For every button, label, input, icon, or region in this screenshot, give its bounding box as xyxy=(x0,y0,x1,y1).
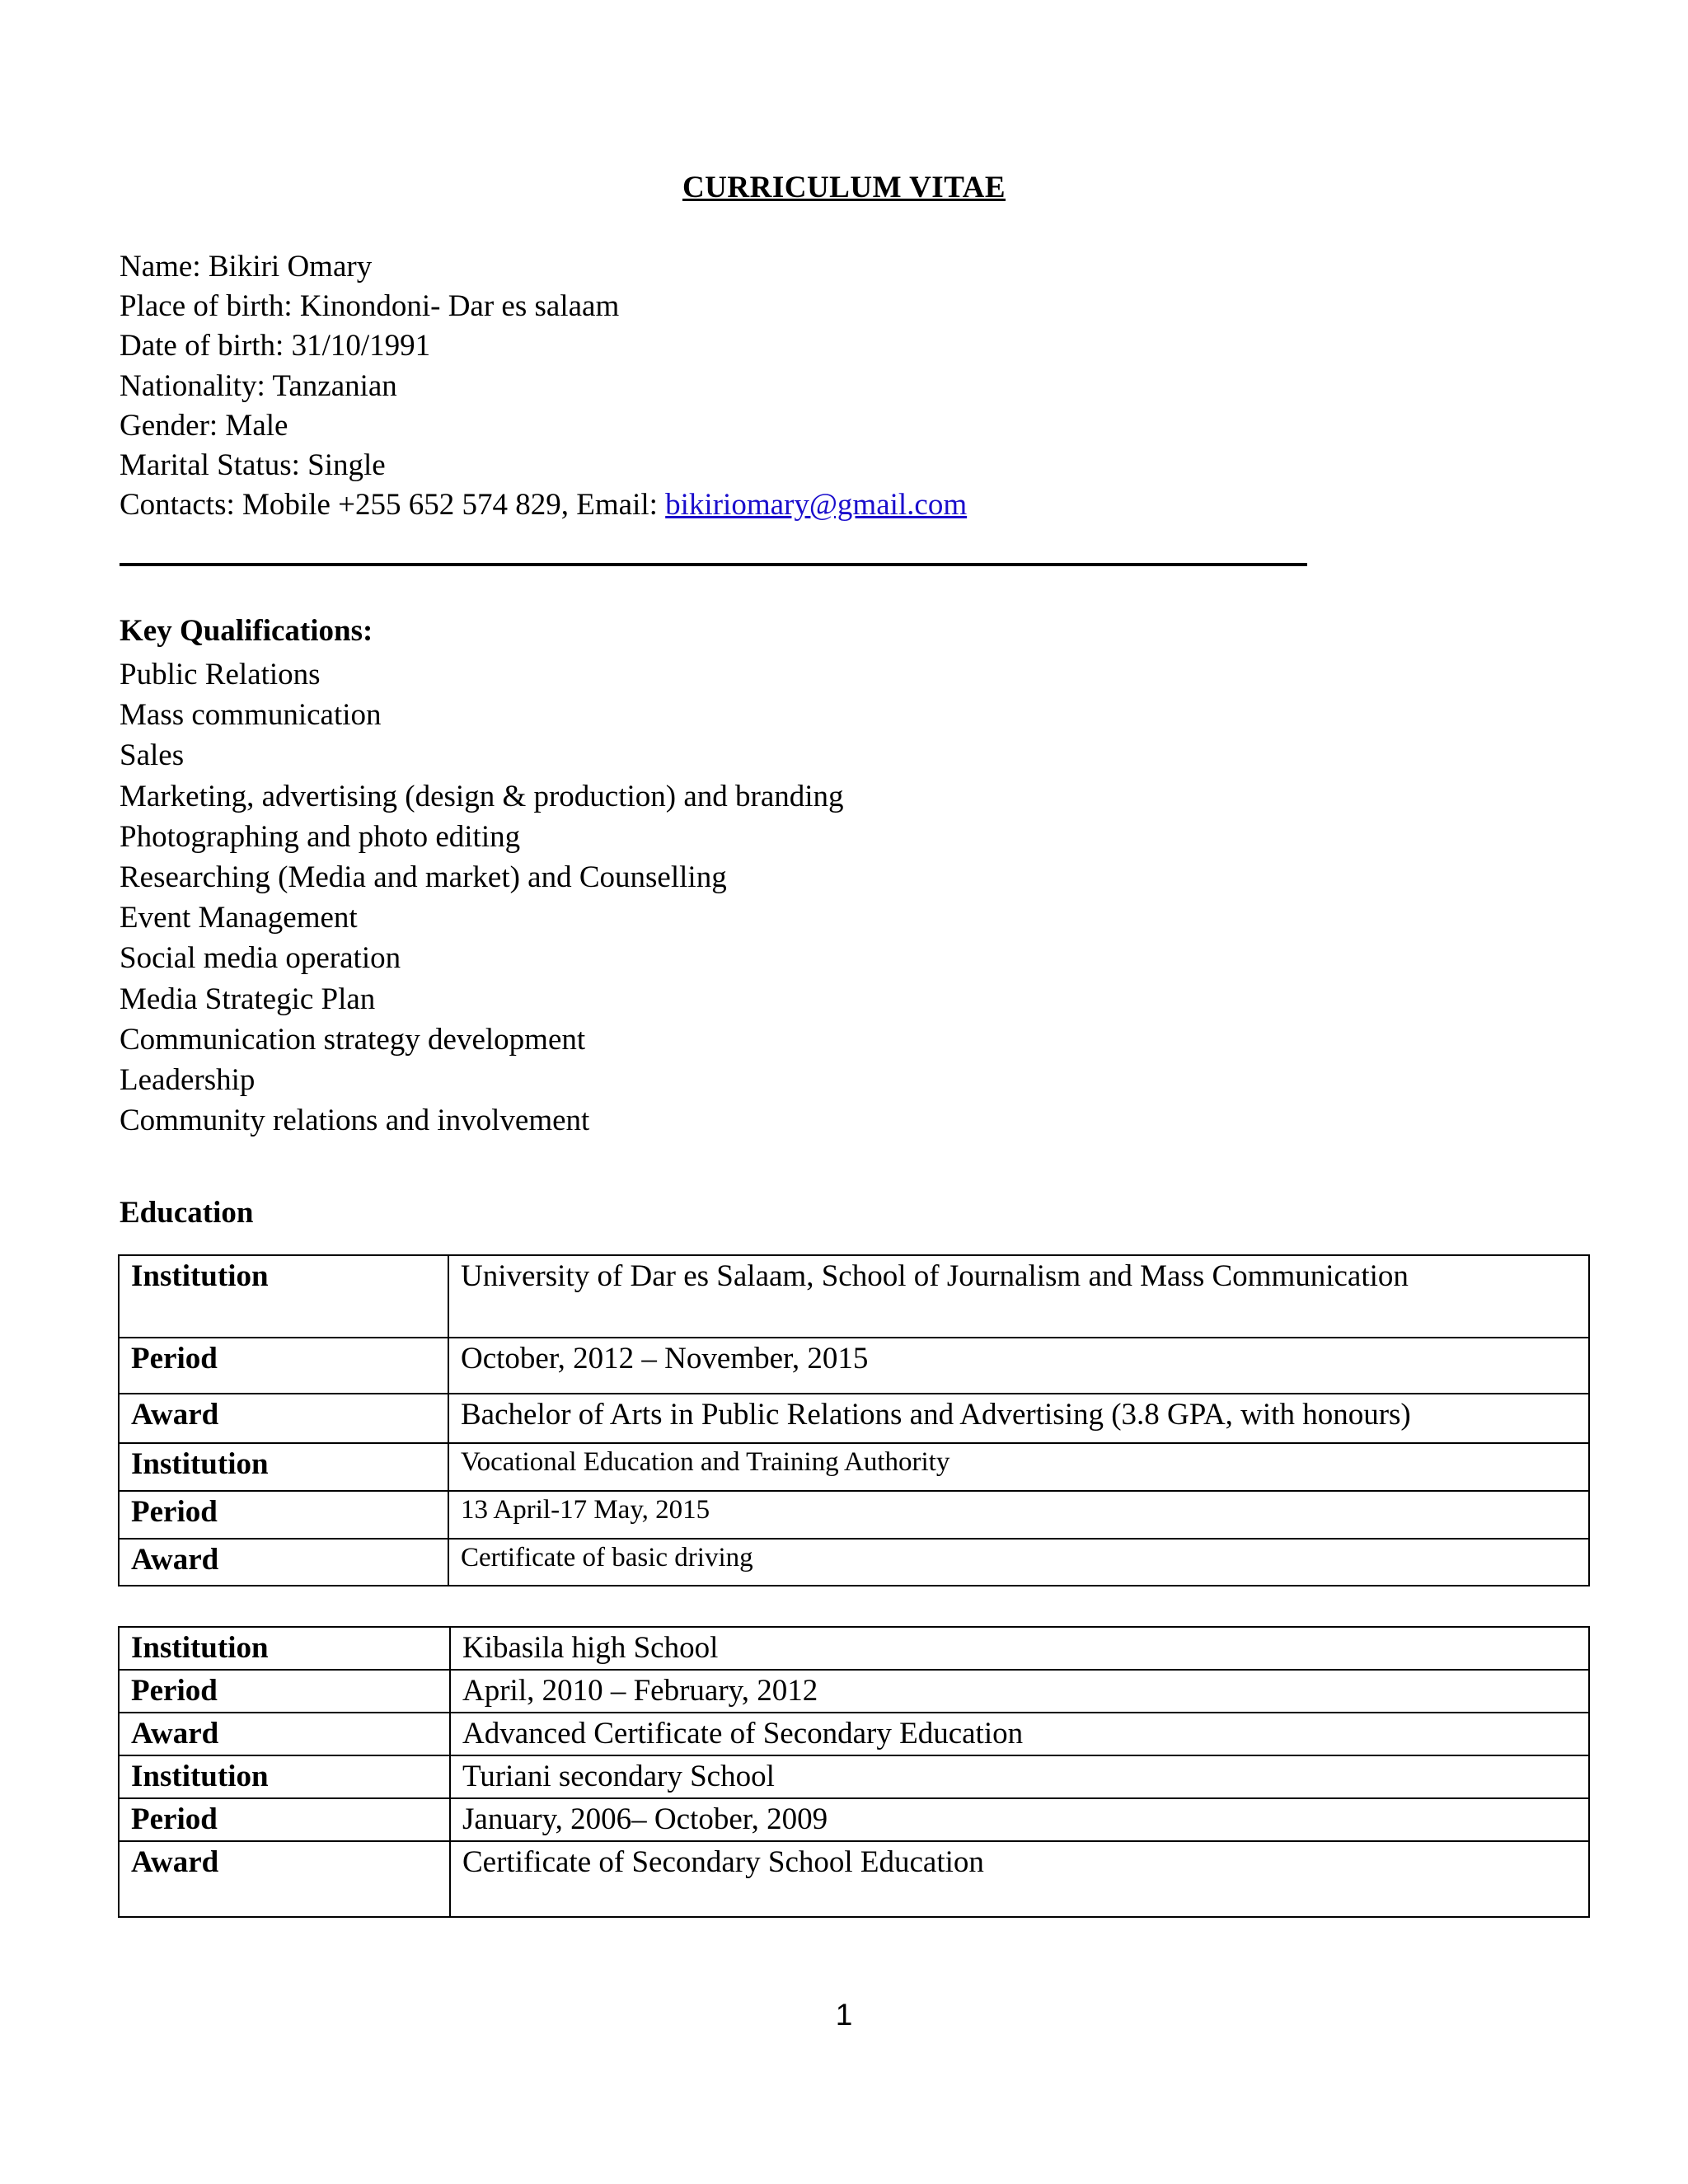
table-row xyxy=(119,1491,1589,1539)
row-label: Institution xyxy=(119,1627,450,1670)
email-link[interactable]: bikiriomary@gmail.com xyxy=(665,488,968,523)
row-value: Bachelor of Arts in Public Relations and Advertising (3.8 GPA, with honours) xyxy=(448,1394,1589,1443)
row-value: Certificate of basic driving xyxy=(448,1539,1589,1586)
contacts-line xyxy=(120,485,967,525)
qualification-item: Public Relations xyxy=(120,658,321,691)
gender-line: Gender: Male xyxy=(120,408,288,443)
document-title: CURRICULUM VITAE xyxy=(682,171,1006,204)
row-value: April, 2010 – February, 2012 xyxy=(450,1670,1589,1713)
row-label: Award xyxy=(119,1394,448,1443)
qualification-item: Researching (Media and market) and Counselling xyxy=(120,860,727,895)
qualification-item: Photographing and photo editing xyxy=(120,819,521,854)
qualification-item: Communication strategy development xyxy=(120,1022,586,1057)
date-of-birth-line: Date of birth: 31/10/1991 xyxy=(120,329,431,363)
row-label: Award xyxy=(119,1713,450,1755)
row-label: Award xyxy=(119,1841,450,1917)
row-label: Institution xyxy=(119,1443,448,1491)
place-of-birth-line: Place of birth: Kinondoni- Dar es salaam xyxy=(120,289,620,324)
table-row xyxy=(119,1627,1589,1670)
row-value: 13 April-17 May, 2015 xyxy=(448,1491,1589,1539)
qualification-item: Marketing, advertising (design & production) and branding xyxy=(120,779,844,813)
row-label: Award xyxy=(119,1539,448,1586)
row-value: Turiani secondary School xyxy=(450,1755,1589,1798)
nationality-line: Nationality: Tanzanian xyxy=(120,368,397,403)
table-row xyxy=(119,1713,1589,1755)
row-value: Kibasila high School xyxy=(450,1627,1589,1670)
contacts-text: Contacts: Mobile +255 652 574 829, Email: xyxy=(120,488,666,523)
qualification-item: Leadership xyxy=(120,1063,256,1098)
row-label: Period xyxy=(119,1491,448,1539)
horizontal-divider xyxy=(120,563,1307,566)
qualification-item: Social media operation xyxy=(120,941,401,976)
table-row xyxy=(119,1338,1589,1394)
row-value: Vocational Education and Training Authority xyxy=(448,1443,1589,1491)
marital-status-line: Marital Status: Single xyxy=(120,448,386,483)
table-row xyxy=(119,1670,1589,1713)
qualification-item: Event Management xyxy=(120,901,358,935)
table-row xyxy=(119,1755,1589,1798)
personal-details xyxy=(120,247,967,525)
row-value: Certificate of Secondary School Education xyxy=(450,1841,1589,1917)
row-value: October, 2012 – November, 2015 xyxy=(448,1338,1589,1394)
name-line: Name: Bikiri Omary xyxy=(120,250,373,284)
row-label: Period xyxy=(119,1798,450,1841)
education-table-university xyxy=(118,1254,1590,1586)
row-label: Institution xyxy=(119,1755,450,1798)
table-row xyxy=(119,1394,1589,1443)
row-value: University of Dar es Salaam, School of Journalism and Mass Communication xyxy=(448,1255,1589,1338)
qualification-item: Sales xyxy=(120,738,185,773)
table-row xyxy=(119,1841,1589,1917)
key-qualifications-list xyxy=(120,654,844,1141)
qualification-item: Mass communication xyxy=(120,698,382,733)
key-qualifications-heading: Key Qualifications: xyxy=(120,614,373,648)
table-row xyxy=(119,1539,1589,1586)
page-number: 1 xyxy=(835,1998,853,2032)
row-label: Period xyxy=(119,1338,448,1394)
row-label: Period xyxy=(119,1670,450,1713)
education-heading: Education xyxy=(120,1196,254,1230)
education-table-secondary xyxy=(118,1626,1590,1918)
row-value: Advanced Certificate of Secondary Education xyxy=(450,1713,1589,1755)
row-value: January, 2006– October, 2009 xyxy=(450,1798,1589,1841)
row-label: Institution xyxy=(119,1255,448,1338)
table-row xyxy=(119,1255,1589,1338)
table-row xyxy=(119,1798,1589,1841)
table-row xyxy=(119,1443,1589,1491)
qualification-item: Community relations and involvement xyxy=(120,1104,590,1138)
qualification-item: Media Strategic Plan xyxy=(120,982,376,1016)
